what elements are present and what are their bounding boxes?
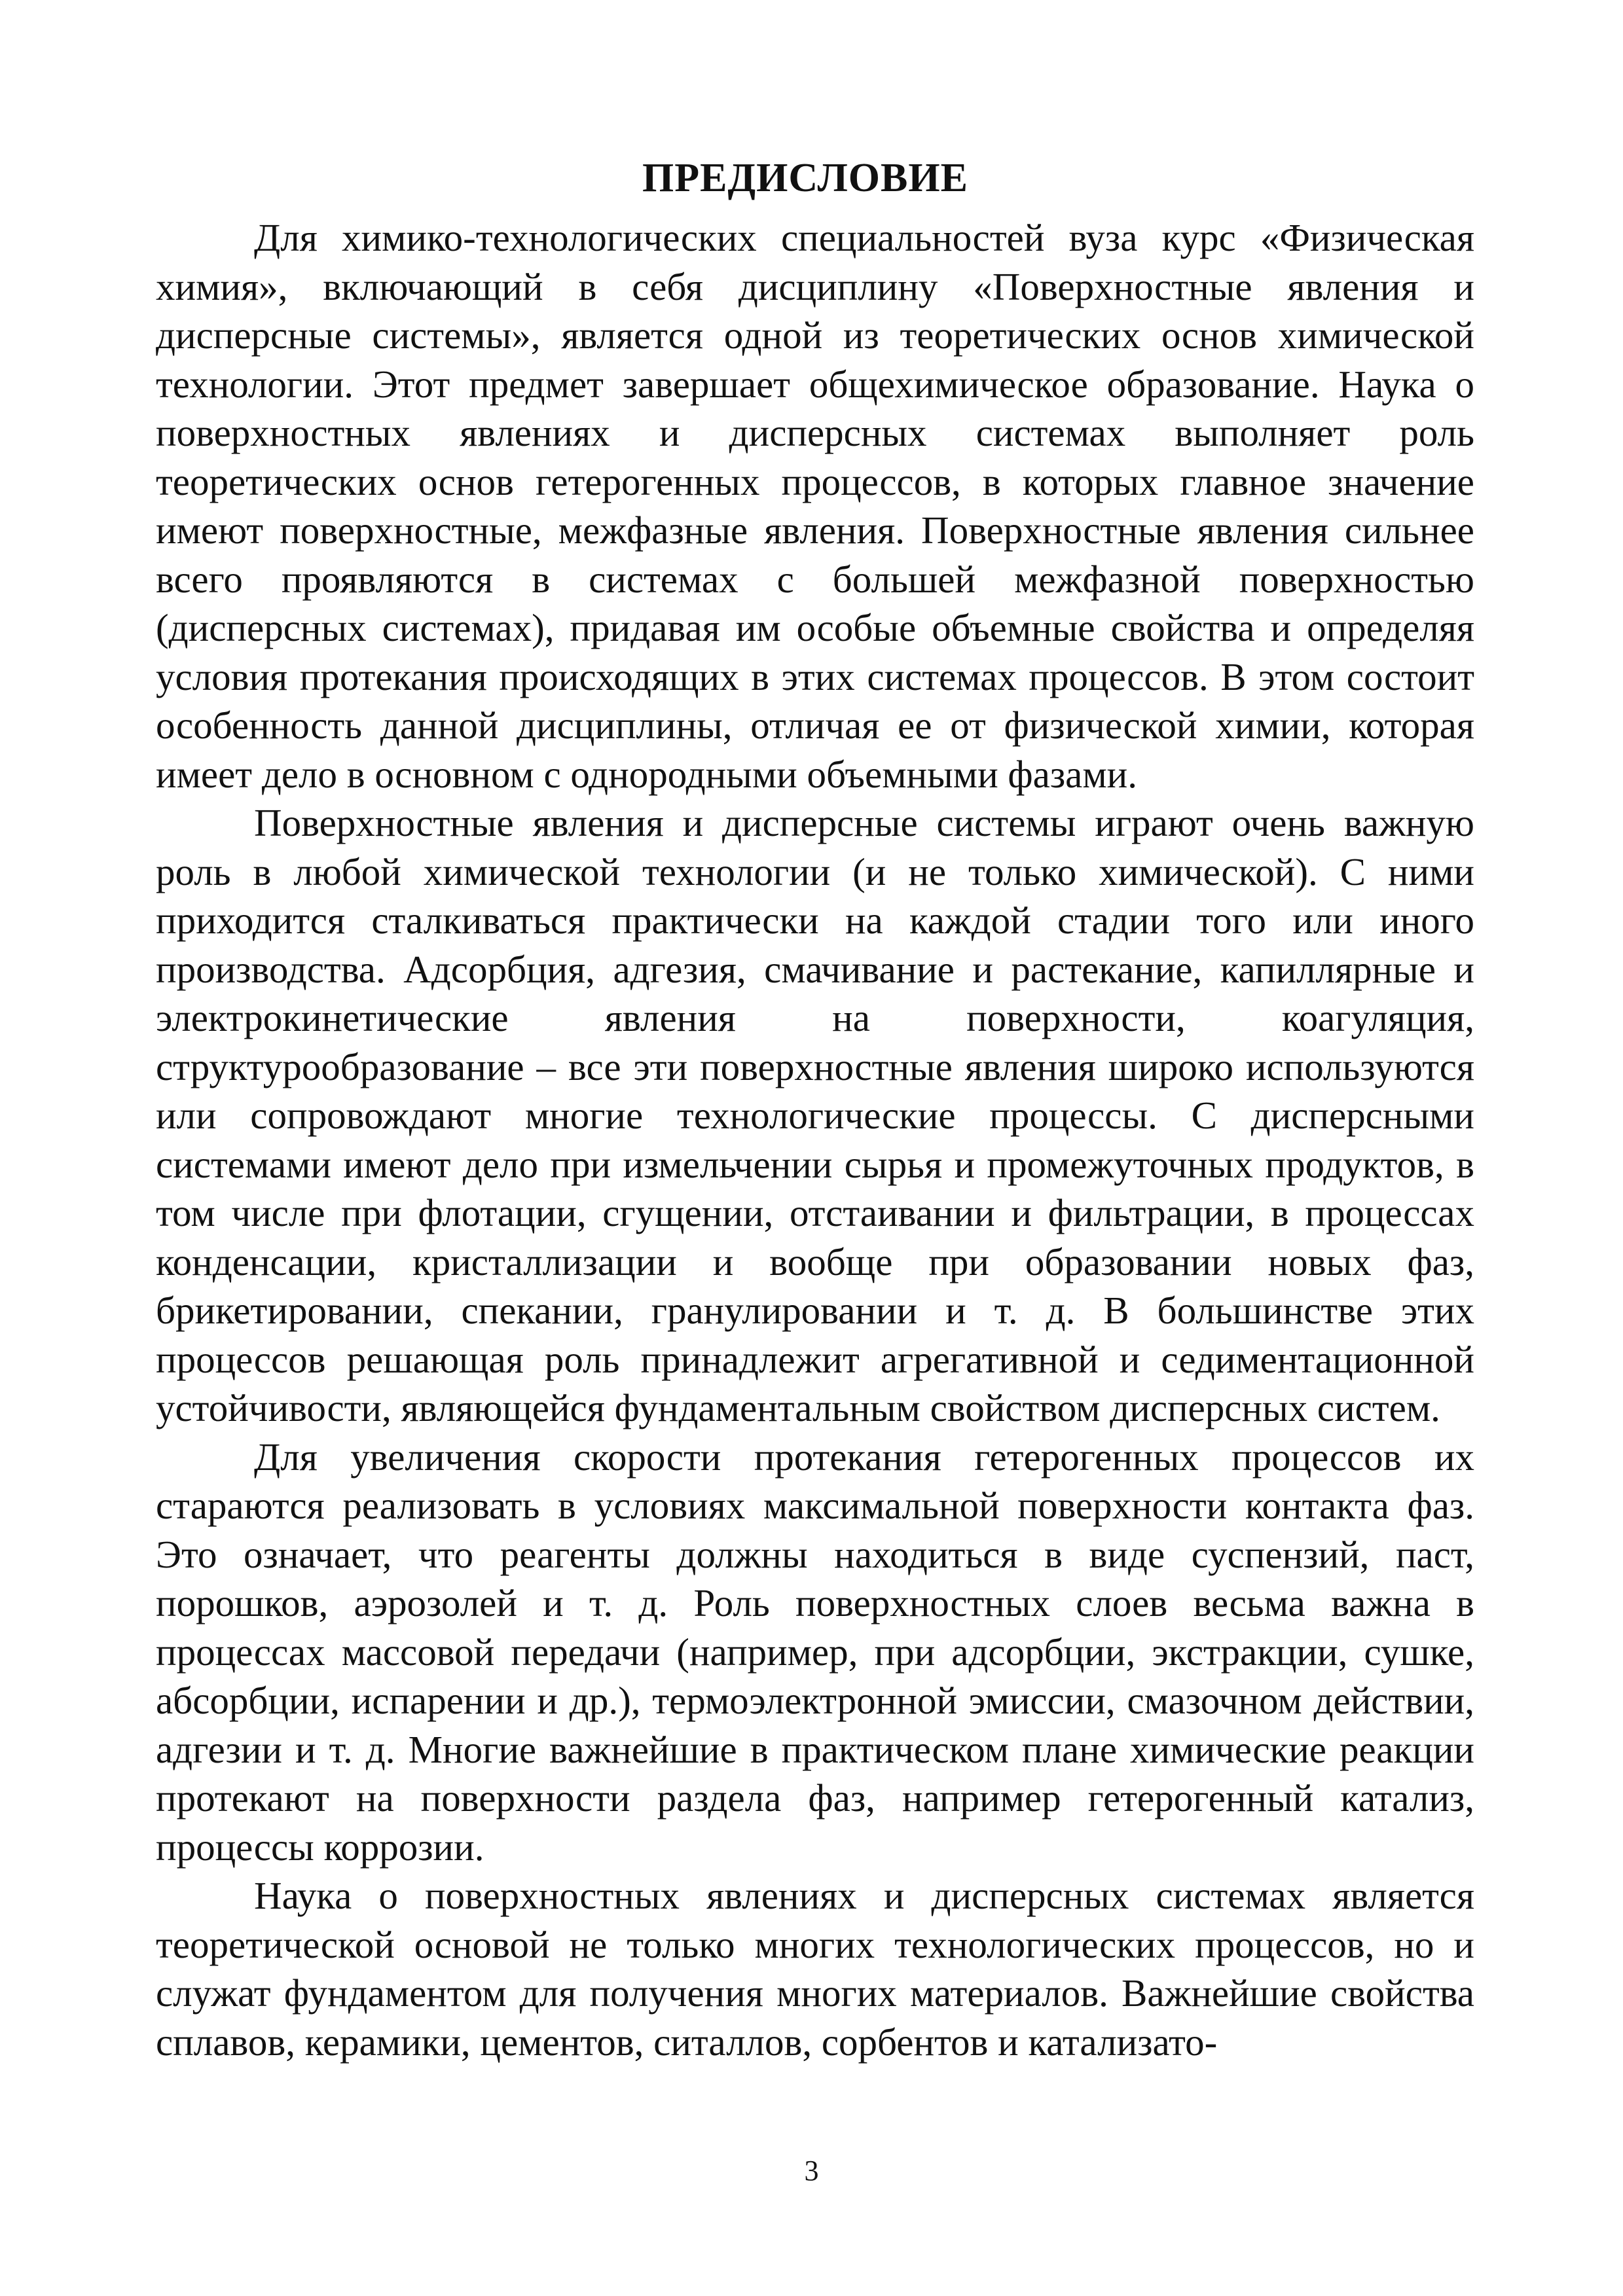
paragraph-2: Поверхностные явления и дисперсные системы играют очень важную роль в любой химической технологии (и не только химической). С ними приходится сталкиваться практически на каждой стадии того или иного производства. Адсорбция, адгезия, смачивание и растекание, капиллярные и электрокинетические явления на поверхности, коагуляция, структурообразование – все эти поверхностные явления широко используются или сопровождают многие технологические процессы. С дисперсными системами имеют дело при измельчении сырья и промежуточных продуктов, в том числе при флотации, сгущении, отстаивании и фильтрации, в процессах конденсации, кристаллизации и вообще при образовании новых фаз, брикетировании, спекании, гранулировании и т. д. В большинстве этих процессов решающая роль принадлежит агрегативной и седиментационной устойчивости, являющейся фундаментальным свойством дисперсных систем. xyxy=(156,801,1474,1429)
paragraph-3: Для увеличения скорости протекания гетерогенных процессов их стараются реализовать в условиях максимальной поверхности контакта фаз. Это означает, что реагенты должны находиться в виде суспензий, паст, порошков, аэрозолей и т. д. Роль поверхностных слоев весьма важна в процессах массовой передачи (например, при адсорбции, экстракции, сушке, абсорбции, испарении и др.), термоэлектронной эмиссии, смазочном действии, адгезии и т. д. Многие важнейшие в практическом плане химические реакции протекают на поверхности раздела фаз, например гетерогенный катализ, процессы коррозии. xyxy=(156,1435,1474,1869)
body-text xyxy=(156,213,1474,2066)
paragraph-4: Наука о поверхностных явлениях и дисперсных системах является теоретической основой не только многих технологических процессов, но и служат фундаментом для получения многих материалов. Важнейшие свойства сплавов, керамики, цементов, ситаллов, сорбентов и катализато- xyxy=(156,1874,1474,2064)
page-number: 3 xyxy=(804,2155,819,2187)
page-title: ПРЕДИСЛОВИЕ xyxy=(642,156,968,200)
paragraph-1: Для химико-технологических специальностей вуза курс «Физическая химия», включающий в себя дисциплину «Поверхностные явления и дисперсные системы», является одной из теоретических основ химической технологии. Этот предмет завершает общехимическое образование. Наука о поверхностных явлениях и дисперсных системах выполняет роль теоретических основ гетерогенных процессов, в которых главное значение имеют поверхностные, межфазные явления. Поверхностные явления сильнее всего проявляются в системах с большей межфазной поверхностью (дисперсных системах), придавая им особые объемные свойства и определяя условия протекания происходящих в этих системах процессов. В этом состоит особенность данной дисциплины, отличая ее от физической химии, которая имеет дело в основном с однородными объемными фазами. xyxy=(156,216,1474,796)
